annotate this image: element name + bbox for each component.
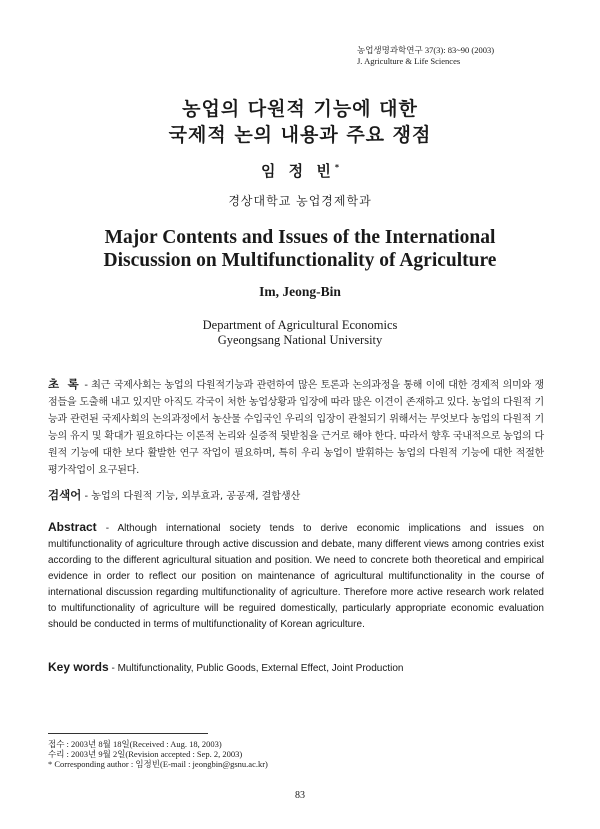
english-keywords: [48, 660, 544, 674]
korean-author: [0, 160, 600, 181]
korean-keywords: [48, 487, 544, 503]
korean-abstract: [48, 376, 544, 479]
korean-title-line2: 국제적 논의 내용과 주요 쟁점: [168, 124, 432, 146]
korean-abstract-text: - 최근 국제사회는 농업의 다원적기능과 관련하여 많은 토론과 논의과정을 통해 이에 대한 경제적 의미와 쟁점들을 도출해 내고 있지만 아직도 각국이 처한 농업상황과 입장에 따라 많은 이견이 존재하고 있다. 농업의 다원적 기능과 관련된 국제사회의 논의과정에서 농산물 수입국인 우리의 입장이 관철되기 위해서는 무엇보다 농업의 다원적 기능의 유지 및 확대가 필요하다는 이론적 논리와 실증적 뒷받침을 근거로 해야 한다. 따라서 향후 국내적으로 농업의 다원적 기능에 대한 보다 활발한 연구 작업이 필요하며, 특히 우리 농업이 발휘하는 농업의 다원적 기능에 대한 적절한 평가작업이 요구된다.: [48, 380, 544, 476]
korean-keywords-label: 검색어: [48, 488, 82, 502]
english-abstract-text: - Although international society tends to derive economic implications and issues on multifunctionality of agriculture through active discussion and debate, many different views among contries exist according to the different agricultural situation and position. We need to concrete both theoretical and empirical evidence in order to reflect our position on maintenance of agricultural multifunctionality in the course of international discussion regarding multifunctionality of agriculture. Therefore more active research work related to multifunctionality of agriculture will be reguired domestically, particularly appropriate economic evaluation should be conducted in terms of multifunctionality of Korean agriculture.: [48, 523, 545, 630]
korean-author-name: 임 정 빈: [260, 162, 335, 180]
journal-citation: 농업생명과학연구 37(3): 83~90 (2003): [357, 45, 495, 55]
english-affiliation: [0, 318, 600, 348]
korean-title-line1: 농업의 다원적 기능에 대한: [182, 98, 418, 120]
footnote-revised: 수리 : 2003년 9월 2일(Revision accepted : Sep. 2, 2003): [48, 749, 243, 759]
korean-keywords-text: - 농업의 다원적 기능, 외부효과, 공공재, 결합생산: [84, 491, 301, 502]
footnote-corresponding: * Corresponding author : 임정빈(E-mail : jeongbin@gsnu.ac.kr): [48, 759, 268, 769]
korean-affiliation: 경상대학교 농업경제학과: [228, 194, 372, 208]
journal-header: [357, 45, 494, 67]
english-title-line2: Discussion on Multifunctionality of Agriculture: [103, 250, 497, 271]
page-number: 83: [295, 790, 305, 801]
english-title-line1: Major Contents and Issues of the International: [104, 227, 496, 248]
english-abstract-label: Abstract: [48, 520, 97, 534]
english-keywords-label: Key words: [48, 660, 109, 674]
english-affiliation-line2: Gyeongsang National University: [217, 333, 383, 347]
english-title: [0, 226, 600, 272]
footnote-divider: [48, 733, 208, 734]
english-author: Im, Jeong-Bin: [259, 284, 341, 299]
korean-abstract-label: 초 록: [48, 377, 81, 391]
journal-name: J. Agriculture & Life Sciences: [357, 56, 461, 66]
footnote-received: 접수 : 2003년 8월 18일(Received : Aug. 18, 2003): [48, 739, 222, 749]
footnotes: [48, 739, 268, 769]
corresponding-mark: *: [334, 163, 340, 172]
korean-title: [0, 96, 600, 148]
english-keywords-text: - Multifunctionality, Public Goods, External Effect, Joint Production: [111, 663, 404, 674]
english-affiliation-line1: Department of Agricultural Economics: [202, 318, 398, 332]
english-abstract: [48, 519, 544, 633]
